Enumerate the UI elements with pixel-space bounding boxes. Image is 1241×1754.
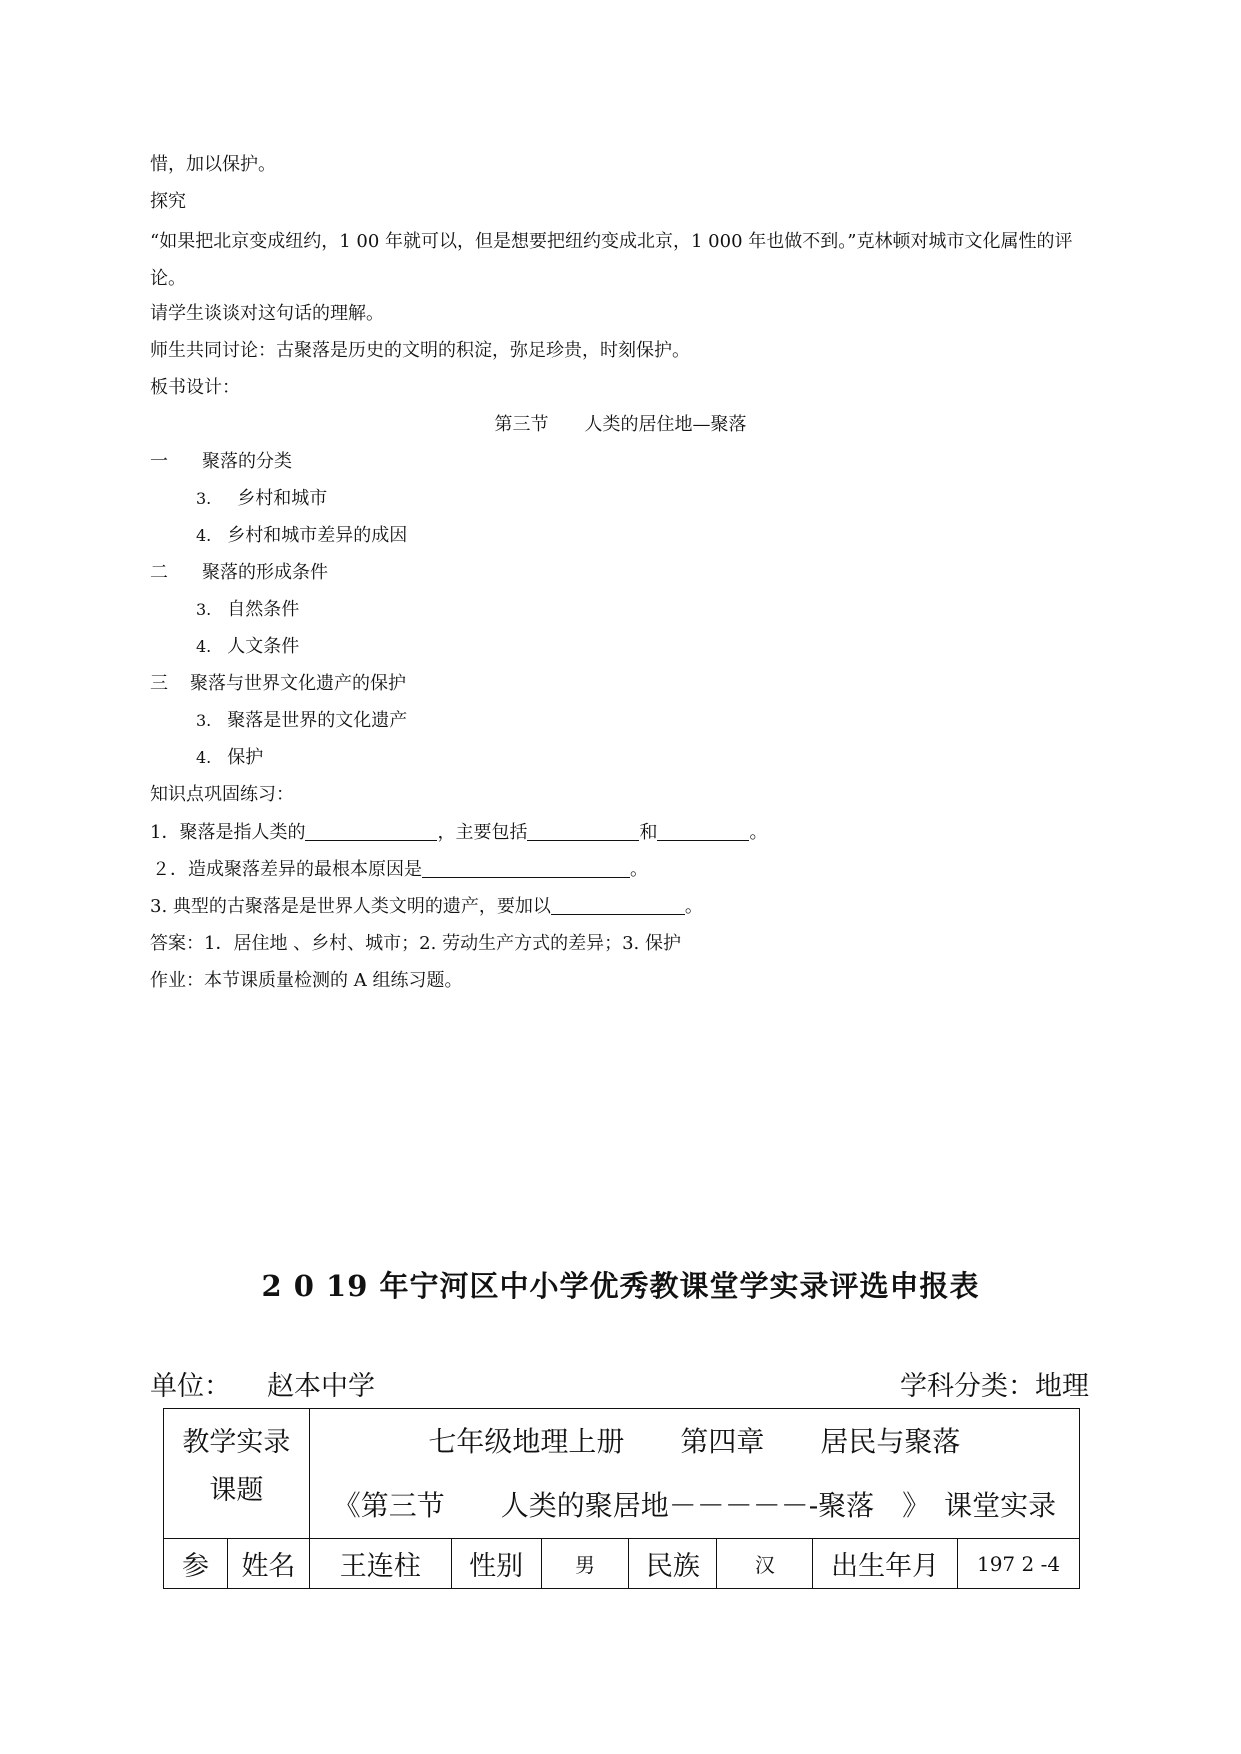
outline-heading: 三 聚落与世界文化遗产的保护 xyxy=(150,673,406,694)
topic-line: 七年级地理上册 第四章 居民与聚落 xyxy=(428,1424,961,1458)
text-line: 惜，加以保护。 xyxy=(150,154,276,175)
answer-blank xyxy=(657,822,749,841)
outline-heading: 二 聚落的形成条件 xyxy=(150,562,328,583)
outline-item: 4. 乡村和城市差异的成因 xyxy=(196,525,408,546)
answer-line: 答案：1．居住地 、乡村、城市；2. 劳动生产方式的差异；3. 保护 xyxy=(150,933,681,954)
practice-title: 知识点巩固练习： xyxy=(150,784,294,805)
form-title: 2 0 19 年宁河区中小学优秀教课堂学实录评选申报表 xyxy=(261,1269,980,1303)
outline-item: 3. 乡村和城市 xyxy=(196,488,328,509)
outline-item: 4. 保护 xyxy=(196,747,264,768)
question-2: ２．造成聚落差异的最根本原因是 。 xyxy=(152,859,648,880)
ethnic-label: 民族 xyxy=(629,1539,717,1589)
application-form-table xyxy=(163,1408,1080,1589)
name-label: 姓名 xyxy=(227,1539,309,1589)
question-1: 1．聚落是指人类的 ，主要包括 和 。 xyxy=(150,822,768,843)
text-line: 板书设计： xyxy=(150,377,240,398)
gender-value: 男 xyxy=(541,1539,629,1589)
question-3: 3. 典型的古聚落是是世界人类文明的遗产，要加以 。 xyxy=(150,896,703,917)
outline-item: 3. 自然条件 xyxy=(196,599,300,620)
topic-line: 《第三节 人类的聚居地－－－－－-聚落 》 课堂实录 xyxy=(332,1488,1057,1522)
unit-field: 单位： 赵本中学 xyxy=(150,1371,375,1402)
topic-value-cell xyxy=(309,1409,1079,1539)
participant-cell: 参 xyxy=(164,1539,228,1589)
outline-item: 4. 人文条件 xyxy=(196,636,300,657)
outline-item: 3. 聚落是世界的文化遗产 xyxy=(196,710,408,731)
answer-blank xyxy=(527,822,639,841)
board-title: 第三节 人类的居住地—聚落 xyxy=(494,414,747,435)
topic-label-cell: 教学实录 课题 xyxy=(164,1409,310,1539)
text-line: 师生共同讨论：古聚落是历史的文明的积淀，弥足珍贵，时刻保护。 xyxy=(150,340,690,361)
answer-blank xyxy=(305,822,437,841)
birth-value: 197 2 -4 xyxy=(958,1539,1080,1589)
birth-label: 出生年月 xyxy=(813,1539,958,1589)
homework-line: 作业：本节课质量检测的 A 组练习题。 xyxy=(150,970,463,991)
answer-blank xyxy=(422,859,630,878)
subject-field: 学科分类：地理 xyxy=(900,1371,1089,1402)
outline-heading: 一 聚落的分类 xyxy=(150,451,292,472)
text-line: 探究 xyxy=(150,191,186,212)
answer-blank xyxy=(551,896,685,915)
gender-label: 性别 xyxy=(451,1539,541,1589)
text-line: 请学生谈谈对这句话的理解。 xyxy=(150,303,384,324)
ethnic-value: 汉 xyxy=(717,1539,813,1589)
name-value: 王连柱 xyxy=(309,1539,451,1589)
quote-paragraph: “如果把北京变成纽约，1 00 年就可以，但是想要把纽约变成北京，1 000 年也做不到。”克林顿对城市文化属性的评论。 xyxy=(150,231,1073,289)
